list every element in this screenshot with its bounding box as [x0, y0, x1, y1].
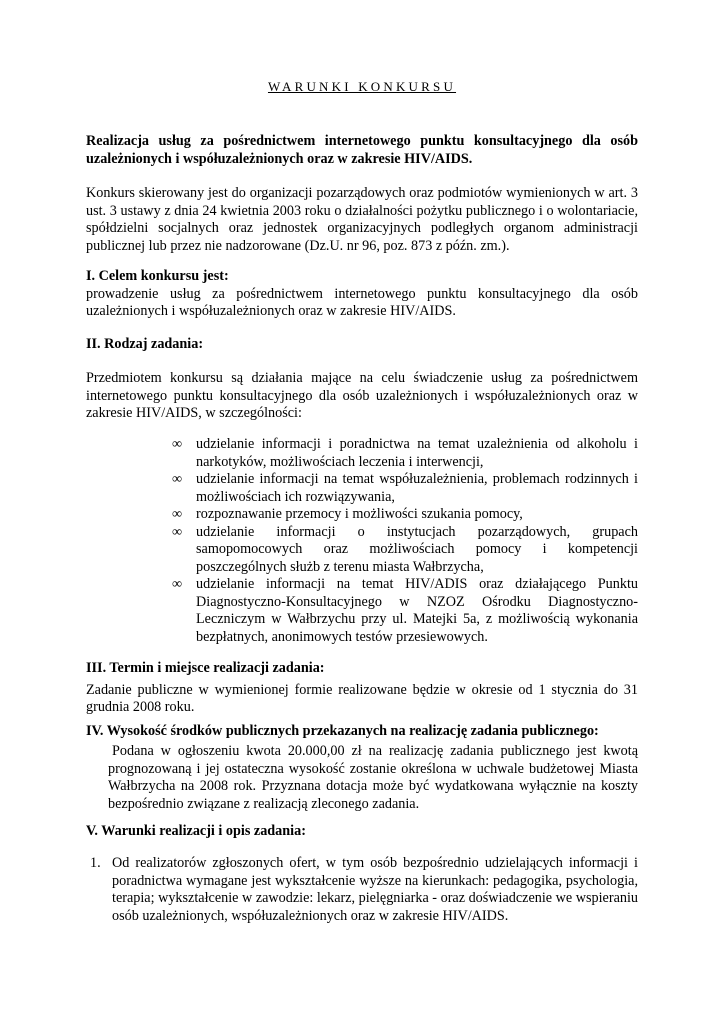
section-4-heading: [86, 723, 638, 741]
infinity-bullet-icon: ∞: [172, 523, 183, 540]
section-1-heading: I. Celem konkursu jest:: [86, 268, 229, 284]
bullet-item-text: udzielanie informacji o instytucjach pozarządowych, grupach samopomocowych oraz możliwościach pomocy i kompetencji poszczególnych służb z terenu miasta Wałbrzycha,: [196, 523, 638, 575]
section-4-paragraph: Podana w ogłoszeniu kwota 20.000,00 zł na realizację zadania publicznego jest kwotą prognozowaną i jej ostateczna wysokość zostanie określona w uchwale budżetowej Miasta Wałbrzycha na 2008 rok. Przyznana dotacja może być wydatkowana wyłącznie na koszty bezpośrednio związane z realizacją zleconego zadania.: [108, 743, 638, 812]
bullet-item: [172, 576, 638, 646]
section-1: [86, 268, 638, 321]
section-5-list: [86, 855, 638, 925]
bullet-item: [172, 471, 638, 506]
infinity-bullet-icon: ∞: [172, 436, 183, 452]
section-5-heading-text: V. Warunki realizacji i opis zadania:: [86, 823, 306, 839]
section-2-bullet-list: [172, 436, 638, 646]
bullet-item-text: udzielanie informacji na temat HIV/ADIS oraz działającego Punktu Diagnostyczno-Konsultacyjnego w NZOZ Ośrodku Diagnostyczno-Leczniczym w Wałbrzychu przy ul. Matejki 5a, z możliwością wykonania bezpłatnych, anonimowych testów przesiewowych.: [196, 576, 638, 645]
section-3: [86, 660, 638, 717]
document-title: WARUNKI KONKURSU: [267, 79, 457, 94]
numbered-item: [86, 855, 638, 925]
section-4-heading-text: IV. Wysokość środków publicznych przekazanych na realizację zadania publicznego:: [86, 723, 599, 739]
section-2-text: Przedmiotem konkursu są działania mające na celu świadczenie usług za pośrednictwem internetowego punktu konsultacyjnego dla osób uzależnionych i współuzależnionych oraz w zakresie HIV/AIDS, w szczególności:: [86, 370, 638, 421]
intro-paragraph: Konkurs skierowany jest do organizacji pozarządowych oraz podmiotów wymienionych w art. 3 ust. 3 ustawy z dnia 24 kwietnia 2003 roku o działalności pożytku publicznego i o wolontariacie, spółdzielni socjalnych oraz jednostek organizacyjnych podległych organom administracji publicznej lub przez nie nadzorowane (Dz.U. nr 96, poz. 873 z późn. zm.).: [86, 185, 638, 254]
section-5-heading: [86, 823, 638, 841]
section-1-text: prowadzenie usług za pośrednictwem internetowego punktu konsultacyjnego dla osób uzależnionych i współuzależnionych oraz w zakresie HIV/AIDS.: [86, 285, 638, 319]
subject-paragraph: Realizacja usług za pośrednictwem internetowego punktu konsultacyjnego dla osób uzależnionych i współuzależnionych oraz w zakresie HIV/AIDS.: [86, 133, 638, 167]
section-2-heading: [86, 336, 638, 354]
numbered-item-text: Od realizatorów zgłoszonych ofert, w tym osób bezpośrednio udzielających informacji i poradnictwa wymagane jest wykształcenie wyższe na kierunkach: pedagogika, psychologia, terapia; wykształcenie w zawodzie: lekarz, pielęgniarka - oraz doświadczenie we wspieraniu osób uzależnionych, współuzależnionych oraz w zakresie HIV/AIDS.: [112, 855, 638, 924]
section-4-text: [108, 743, 638, 813]
item-number: 1.: [90, 855, 101, 871]
infinity-bullet-icon: ∞: [172, 576, 183, 592]
infinity-bullet-icon: ∞: [172, 471, 183, 487]
bullet-item-text: rozpoznawanie przemocy i możliwości szukania pomocy,: [196, 506, 523, 522]
section-3-text: Zadanie publiczne w wymienionej formie realizowane będzie w okresie od 1 stycznia do 31 grudnia 2008 roku.: [86, 681, 638, 715]
section-3-heading: III. Termin i miejsce realizacji zadania:: [86, 660, 325, 676]
bullet-item-text: udzielanie informacji i poradnictwa na temat uzależnienia od alkoholu i narkotyków, możliwościach leczenia i interwencji,: [196, 436, 638, 470]
section-2-heading-text: II. Rodzaj zadania:: [86, 336, 204, 352]
infinity-bullet-icon: ∞: [172, 506, 183, 522]
bullet-item: [172, 436, 638, 471]
bullet-item: [172, 524, 638, 577]
bullet-item-text: udzielanie informacji na temat współuzależnienia, problemach rodzinnych i możliwościach ich rozwiązywania,: [196, 471, 638, 505]
bullet-item: [172, 506, 638, 524]
